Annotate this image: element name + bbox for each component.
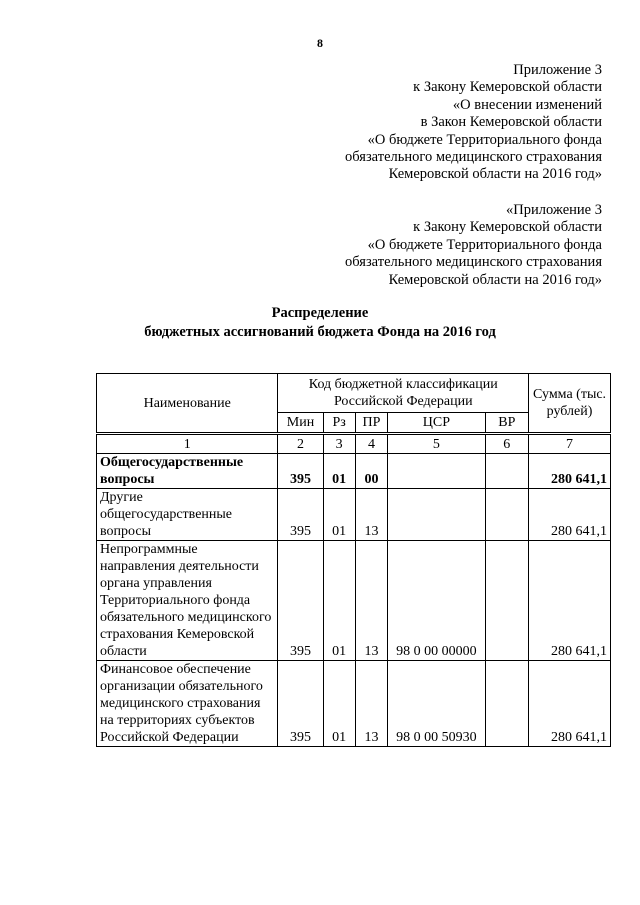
row-rz: 01 xyxy=(323,541,355,661)
column-number: 6 xyxy=(485,434,529,454)
row-rz: 01 xyxy=(323,489,355,541)
title-line-2: бюджетных ассигнований бюджета Фонда на 2016 год xyxy=(144,324,496,340)
appendix-line: «О бюджете Территориального фонда xyxy=(367,236,602,253)
column-number: 3 xyxy=(323,434,355,454)
row-sum: 280 641,1 xyxy=(529,541,611,661)
header-rz: Рз xyxy=(323,413,355,434)
appendix-header-original xyxy=(345,202,602,289)
appendix-line: к Закону Кемеровской области xyxy=(413,219,602,236)
appendix-line: Кемеровской области на 2016 год» xyxy=(388,166,602,183)
appendix-line: к Закону Кемеровской области xyxy=(413,79,602,96)
column-number: 4 xyxy=(355,434,388,454)
row-sum: 280 641,1 xyxy=(529,489,611,541)
title-line-1: Распределение xyxy=(271,305,369,321)
row-csr xyxy=(388,489,485,541)
table-row xyxy=(97,661,611,747)
appendix-line: Приложение 3 xyxy=(513,62,602,78)
row-name: Другие общегосударственные вопросы xyxy=(97,489,278,541)
header-code-group: Код бюджетной классификации Российской Федерации xyxy=(278,374,529,413)
row-csr: 98 0 00 50930 xyxy=(388,661,485,747)
page-number: 8 xyxy=(317,36,323,50)
appendix-line: обязательного медицинского страхования xyxy=(345,149,602,166)
row-name: Финансовое обеспечение организации обязательного медицинского страхования на территориях субъектов Российской Федерации xyxy=(97,661,278,747)
row-csr: 98 0 00 00000 xyxy=(388,541,485,661)
row-name: Непрограммные направления деятельности органа управления Территориального фонда обязательного медицинского страхования Кемеровской области xyxy=(97,541,278,661)
appendix-line: «О бюджете Территориального фонда xyxy=(367,131,602,148)
table-row xyxy=(97,454,611,489)
row-min: 395 xyxy=(278,489,323,541)
row-vr xyxy=(485,454,529,489)
row-sum: 280 641,1 xyxy=(529,454,611,489)
row-min: 395 xyxy=(278,454,323,489)
table-row xyxy=(97,541,611,661)
appendix-line: «Приложение 3 xyxy=(506,202,602,218)
row-pr: 13 xyxy=(355,489,388,541)
row-rz: 01 xyxy=(323,454,355,489)
row-min: 395 xyxy=(278,661,323,747)
document-title xyxy=(0,304,640,342)
appendix-header xyxy=(345,62,602,184)
column-number: 7 xyxy=(529,434,611,454)
column-number-row xyxy=(97,434,611,454)
row-name: Общегосударственные вопросы xyxy=(97,454,278,489)
header-row xyxy=(97,374,611,413)
appendix-line: Кемеровской области на 2016 год» xyxy=(388,271,602,288)
column-number: 5 xyxy=(388,434,485,454)
appendix-line: в Закон Кемеровской области xyxy=(420,114,602,131)
row-pr: 13 xyxy=(355,661,388,747)
row-vr xyxy=(485,541,529,661)
header-sum: Сумма (тыс. рублей) xyxy=(529,374,611,434)
appendix-line: обязательного медицинского страхования xyxy=(345,254,602,271)
row-vr xyxy=(485,489,529,541)
table-row xyxy=(97,489,611,541)
column-number: 1 xyxy=(97,434,278,454)
budget-table xyxy=(96,373,611,747)
row-rz: 01 xyxy=(323,661,355,747)
row-csr xyxy=(388,454,485,489)
column-number: 2 xyxy=(278,434,323,454)
header-min: Мин xyxy=(278,413,323,434)
row-min: 395 xyxy=(278,541,323,661)
row-pr: 13 xyxy=(355,541,388,661)
header-pr: ПР xyxy=(355,413,388,434)
row-sum: 280 641,1 xyxy=(529,661,611,747)
appendix-line: «О внесении изменений xyxy=(452,96,602,113)
header-vr: ВР xyxy=(485,413,529,434)
header-name: Наименование xyxy=(97,374,278,434)
header-csr: ЦСР xyxy=(388,413,485,434)
row-vr xyxy=(485,661,529,747)
row-pr: 00 xyxy=(355,454,388,489)
